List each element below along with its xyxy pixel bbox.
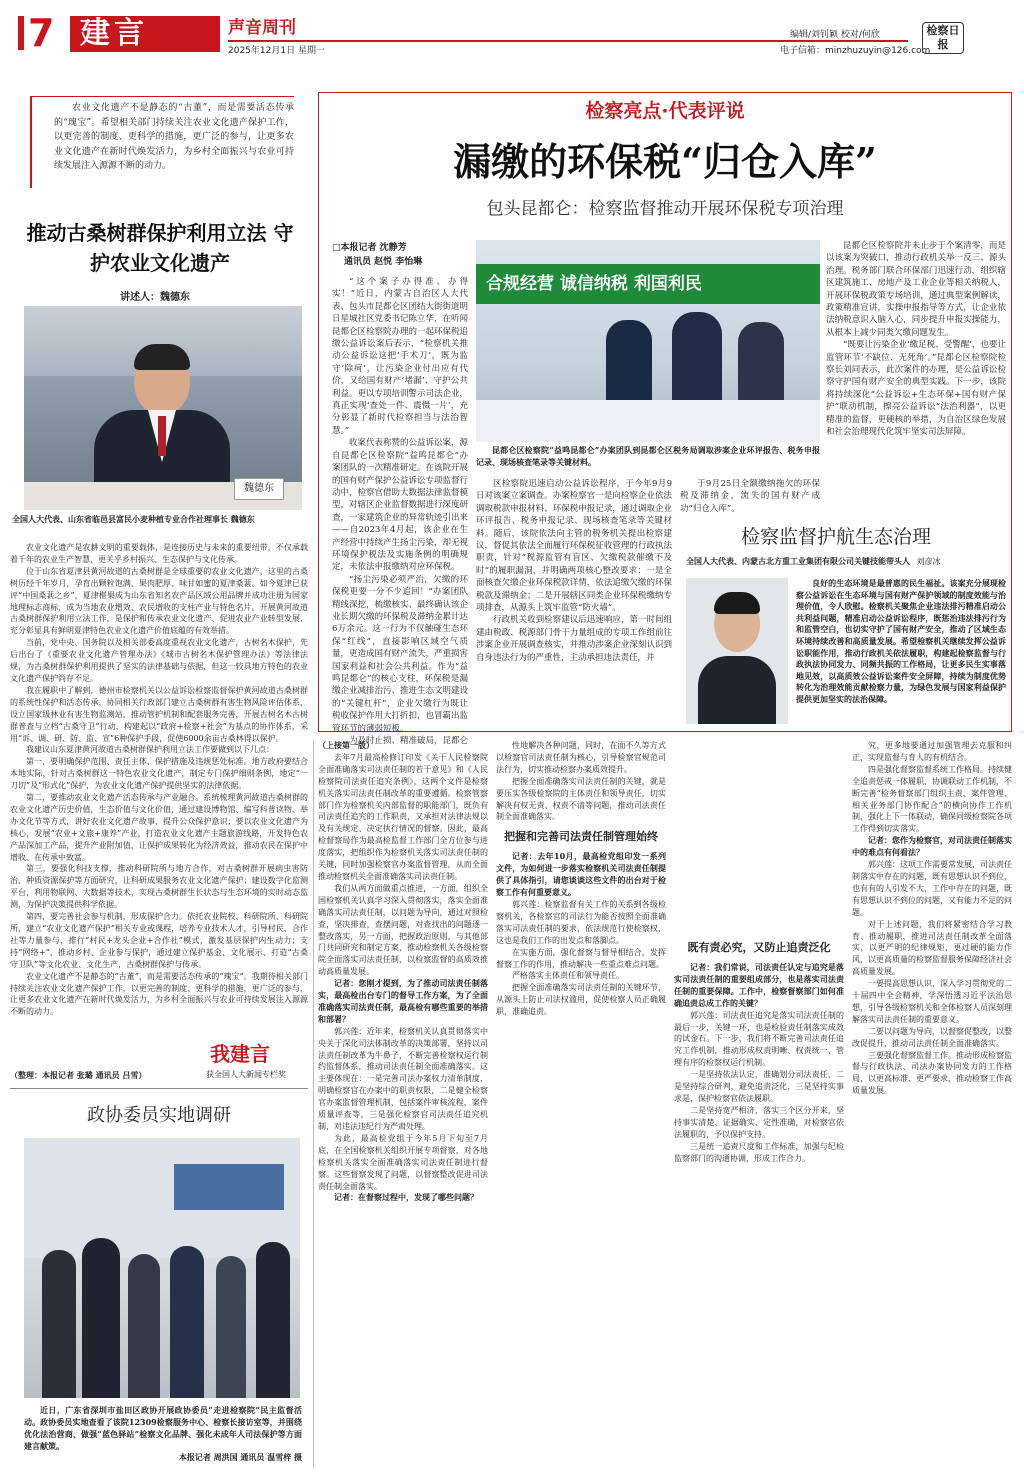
issue-date: 2025年12月1日 星期一	[228, 46, 325, 56]
interview-paragraph: 郭兴莲：司法责任追究是落实司法责任制的最后一步，关键一环，也是检验责任制落实成效的试金石。下一步，我们将不断完善司法责任追究工作机制，推动形成权责明晰、权责统一、管理有序的检察权运行机制。	[674, 1010, 844, 1068]
interview-col1	[318, 740, 488, 1468]
interview-paragraph: 一是坚持依法认定，准确划分司法责任，二是坚持综合研判，避免追责泛化，三是坚持实事求是，保护检察官依法履职。	[674, 1070, 844, 1103]
feature-byline-2: 通讯员 赵悦 李怡琳	[344, 257, 423, 267]
left-body-paragraph: 农业文化遗产不是静态的“古董”，而是需要活态传承的“瑰宝”。我期待相关部门持续关注农业文化遗产保护工作，以更完善的制度、更科学的措施，更广泛的参与，让更多农业文化遗产在新时代焕发活力，为乡村全面振兴与农业可持续发展注入源源不断的动力。	[10, 971, 308, 1017]
photo-person-hair	[134, 344, 190, 370]
feature-paragraph: “扬尘污染必须严治，欠缴的环保税更要一分不少追回！”办案团队精线深挖，梳缴核实、最终确认该企业长期欠缴的环保税及滞纳金累计达6万余元。这一行为不仅触碰生态环保“红线”，直接影响区域空气质量，更造成国有财产流失，严重损害国家利益和社会公共利益。作为“益鸣昆都仑”的核心支柱，环保税是漏缴企业减排治污、推进生态文明建设的“关键杠杆”，企业欠缴行为既让税收保护作用大打折扣，也冒霸出监管环节的薄弱短板。	[332, 574, 469, 734]
interview-paragraph: 为此，最高检党组于今年5月下旬至7月底，在全国检察机关组织开展专项督察，对各地检察机关落实全面准确落实司法责任制进行督察。这些督察发现了问题，以督察整改促进司法责任制全面落实。	[318, 1133, 488, 1191]
interview-col4	[852, 740, 1012, 1468]
masthead-page-marker	[18, 16, 24, 50]
interview-question: 记者：我们常说，司法责任认定与追究是落实司法责任制的重要组成部分，也是落实司法责任制的重要保障。工作中，检察督察部门如何准确追责总成工作的关键？	[674, 962, 844, 1008]
feature-byline-1: □本报记者 沈静芳	[332, 243, 407, 253]
feature-col4	[826, 240, 1006, 502]
eco-speaker-name: 刘彦冰	[916, 557, 941, 566]
left-body-paragraph: 第一，要明确保护范围、责任主体、保护措施及违规惩处标准。地方政府要结合本地实际，针对古桑树群这一特色农业文化遗产，制定专门保护细则条例，地定“一刀切”及“形式化”保护，为农业文化遗产保护提供坚实的法律依据。	[10, 757, 308, 791]
feature-photo-sign: 合规经营 诚信纳税 利国利民	[486, 274, 702, 294]
left-body	[10, 542, 308, 1066]
left-body-paragraph: 农业文化遗产是农耕文明的重要载体，是连接历史与未来的重要纽带，不仅承载着千年的农业生产智慧，更关乎乡村振兴、生态保护与文化传承。	[10, 543, 308, 564]
interview-question: 记者：在督察过程中，发现了哪些问题？	[334, 1192, 478, 1203]
feature-paragraph: 收案代表称赞的公益诉讼案，源自昆都仑区检察院“益鸣昆都仑”办案团队的一次精准研定。在该院开展的国有财产保护公益诉讼专项监督行动中，检察官借助大数据法律监督模型，对辖区企业监督数据进行深度研查，一家建筑企业的异常轨迹引出来——自2023年4月起，该企业在生产经营中持续产生扬尘污染，却无视环境保护税法及实施条例的明确规定，未依法申报缴纳对应环保税。	[332, 438, 469, 573]
left-body-paragraph: 第二，要推动农业文化遗产活态传承与产业融合。系统梳理黄河故道古桑树群的农业文化遗产历史价值，生态价值与文化价值，通过建设博物馆、编写科普读物、举办文化节等方式，讲好农业文化遗产故事，提升公众保护意识；要以农业文化遗产为核心，发展“农业+文旅+康养”产业，打造农业文化遗产主题旅游线路，开发特色农产品深加工产品，提升产业附加值，让保护成果转化为经济效益，推动农民在保护中增收、在传承中致富。	[10, 793, 308, 862]
interview-paragraph: 四是强化督察监督系统工作格局。持续健全追责惩戒一体履职，协调联动工作机制，不断完善“检务督察部门组织主责、案件管理、相关业务部门协作配合”的横向协作工作机制，强化上下一体联动，确保同级检察院各项工作得到切实落实。	[852, 764, 1012, 834]
interview-paragraph: 究，更多地要通过加强管理去克服和纠正，实现监督与育人的有机结合。	[852, 741, 1012, 762]
feature-col3	[680, 478, 820, 518]
feature-headline: 漏缴的环保税“归仓入库”	[453, 139, 877, 184]
feature-paragraph: 为及时止损、精准破局，昆都仑	[349, 736, 469, 747]
interview-paragraph: 把握全面准确落实司法责任制的关键，就是要压实各级检察院的主体责任和领导责任，切实解决有权无责、权责不清等问题，推动司法责任制全面准确落实。	[496, 776, 666, 822]
left-body-paragraph: 当前，党中央、国务院以及相关部委高度重视农业文化遗产，古树名木保护，先后出台了《重要农业文化遗产管理办法》《城市古树名木保护管理办法》等法律法规，为古桑树群保护利用提供了坚实的法律基础与依据，但这一较具地方特色的农业文化遗产保护尚存不足。	[10, 638, 308, 683]
eco-speaker-photo	[686, 578, 788, 724]
jianyan-logo	[206, 1042, 306, 1084]
left-body-paragraph: 第四，要完善社会参与机制，形成保护合力。依托农业院校、科研院所、科研院所，建立“农业文化遗产保护”相关专业或课程，培养专业技术人才，引导村民、合作社等力量参与，推行“村民+龙头企业+合作社”模式，激发基层保护内生动力；支持“网络+”，推动乡村、企业参与保护，通过建立保护基金、文化展示、打造“古桑守卫队”等文化农业、文化生产，古桑树群保护与传承。	[10, 912, 308, 969]
zhengxie-title: 政协委员实地调研	[87, 1105, 231, 1126]
zhengxie-person-6	[256, 1242, 290, 1398]
left-title-text: 推动古桑树群保护利用立法 守护农业文化遗产	[26, 221, 294, 275]
feature-col2	[476, 478, 672, 728]
interview-subhead-2: 既有责必究，又防止追责泛化	[687, 941, 831, 954]
left-body-paragraph: 位于山东省夏津县黄河故道的古桑树群是全球重要的农业文化遗产，这里的古桑树历经千年岁月，孕育出颗粒饱满、果肉肥厚、味甘如蜜的夏津桑葚。如今夏津已获评“中国桑葚之乡”，夏津椹果成为山东省知名农产品区域公用品牌并成功注册为国家地理标志商标，成为当地农业增效、农民增收的支柱产业与特色名片。开展黄河故道古桑树群保护利用立法工作，是保护和传承农业文化遗产、促进农业产业转型发展、充分彰显具有鲜明夏津特色农业文化遗产价值底蕴的有效举措。	[10, 566, 308, 636]
feature-tag: 检察亮点·代表评说	[585, 100, 745, 122]
interview-col2	[496, 740, 666, 1468]
weekly-title: 声音周刊	[228, 18, 296, 38]
interview-paragraph: 严格落实主体责任和领导责任。	[512, 971, 624, 981]
zhengxie-photo-sign	[174, 1164, 284, 1210]
section-title: 建言	[80, 16, 148, 51]
interview-paragraph: 对于上述问题，我们将紧密结合学习教育、推动履职，推进司法责任制改革全面落实，以更严明的纪律规矩、更过硬的能力作风，以更高质量的检察监督服务保障经济社会高质量发展。	[852, 919, 1012, 977]
zhengxie-caption: 近日，广东省深圳市盐田区政协开展政协委员“走进检察院”民主监督活动。政协委员实地查看了该院12309检察服务中心、检察长接访室等，并围绕优化法治营商、做强“蓝色驿站”检察文化品牌、强化未成年人司法保护等方面建言献策。	[24, 1405, 302, 1451]
interview-paragraph: 去年7月最高检修订印发《关于人民检察院全面准确落实司法责任制的若干意见》和《人民检察院司法责任追究条例》，这两个文件是检察机关落实司法责任制改革的重要遵循。检察管察部门作为检察机关内部监督的职能部门，既负有司法责任追究的工作职责，又承担对法律法规以及有关规定、决定执行情况的督察。因此，最高检督察局作为最高检监督工作部门全方位参与进度落实，把组织作为检察机关落实司法责任制的关键，同时加强检察官办案监督管理，从而全面推动检察机关全面准确落实司法责任制。	[318, 752, 488, 881]
jianyan-logo-text: 我建言	[210, 1042, 270, 1066]
interview-paragraph: 三是统一追责尺度和工作标准，加强与纪检监察部门的沟通协调，形成工作合力。	[674, 1141, 844, 1163]
feature-paragraph: “这个案子办得准、办得实！”近日，内蒙古自治区人大代表、包头市昆都仑区团结大街街道明日星城社区党委书记陈立华，在听闻昆都仑区检察院办理的一起环保税追缴公益诉讼案后表示，“检察机关推动公益诉讼这把‘手术刀’，既为监守‘除疴’，让污染企业付出应有代价，又给国有财产‘堵漏’、守护公共利益。更以专项培训警示司法企业，真正实现‘查处一件、震慑一片’，充分彰显了新时代检察担当与法治智慧。”	[332, 277, 469, 436]
column-divider	[313, 740, 314, 1468]
left-credit: （整理：本报记者 张璐 通讯员 吕雪）	[10, 1071, 147, 1080]
interview-question: 记者：您作为检察官，对司法责任制落实中的难点有何看法？	[852, 835, 1012, 858]
eco-photo-hair	[714, 592, 760, 614]
zhengxie-person-4	[170, 1246, 204, 1398]
newspaper-logo: 检察日报	[922, 22, 964, 54]
left-intro-box	[30, 96, 294, 188]
left-body-paragraph: 我在履职中了解到，德州市检察机关以公益诉讼检察监督保护黄河故道古桑树群的系统性保护和活态传承，协同相关行政部门建立古桑树群有害生物风险评估体系，设立国家级林业有害生物监测站，推动管护机制和配套服务完善，开展古树名木古树群普查与立档“古桑守卫”行动，构建起以“政府+检察+社会”为基点的协作体系，采用“诉、调、研、防、监、宣”6种保护手段，促使6000余亩古桑林得以保护。	[10, 685, 308, 743]
interview-paragraph: 一要提高思想认识，深入学习贯彻党的二十届四中全会精神，学深悟透习近平法治思想，引导各级检察机关和全体检察人员深刻理解落实司法责任制的重要意义。	[852, 979, 1012, 1024]
photo-tie	[158, 416, 166, 456]
interview-paragraph: 性地解决各种问题，同时，在面不久等方式以检察官司法责任制为核心，引导检察官规范司法行为，切实推动检察办案质效提升。	[496, 741, 666, 774]
eco-title: 检察监督护航生态治理	[740, 526, 931, 548]
eco-speaker	[686, 556, 1006, 568]
left-divider	[10, 1088, 308, 1089]
interview-subhead-1: 把握和完善司法责任制管理始终	[504, 830, 658, 844]
interview-question: 记者：去年10月，最高检党组印发一系列文件，为如何进一步落实检察机关司法责任制提供了具体指引，请您谈谈这些文件的出台对于检察工作有何重要意义。	[496, 851, 666, 898]
speaker-photo	[24, 306, 302, 510]
jianyan-logo-sub: 获全国人大新闻专栏奖	[206, 1070, 286, 1079]
eco-photo-body	[698, 656, 776, 724]
feature-tag-banner	[540, 96, 790, 126]
interview-question: 记者：您刚才提到，为了推动司法责任制落实，最高检出台专门的督导工作方案，为了全面准确落实司法责任制，最高检有哪些重要的举措和部署？	[318, 978, 488, 1024]
interview-paragraph: 三要强化督察监督工作。推动形成检察监督与行政执法、司法办案协同发力的工作格局，以更高标准、更严要求，推动检察工作高质量发展。	[852, 1050, 1012, 1096]
interview-lead: （上接第一版）	[318, 740, 374, 750]
interview-paragraph: 二是坚持宽严相济，落实三个区分开来，坚持事实清楚、证据确实、定性准确，对检察官依法履职的，予以保护支持。	[674, 1105, 844, 1139]
interview-paragraph: 把握全面准确落实司法责任制的关键环节，从源头上防止司法权滥用，促使检察人员正确履职，准确追责。	[496, 983, 666, 1017]
left-body-paragraph: 第三，要强化科技支撑，推动科研院所与地方合作，对古桑树群开展病虫害防治、种质资源保护等方面研究，让科研成果服务农业文化遗产保护；建设数字化监测平台，利用物联网、大数据等技术，实现古桑树群生长状态与生态环境的实时动态监测，为保护决策提供科学依据。	[10, 864, 308, 910]
interview-paragraph: 二要以问题为导向，以督察促整改，以整改促提升，推动司法责任制全面准确落实。	[852, 1026, 1012, 1048]
left-intro-text: 农业文化遗产不是静态的“古董”，而是需要活态传承的“瑰宝”。希望相关部门持续关注农业文化遗产保护工作，以更完善的制度、更科学的措施，更广泛的参与，让更多农业文化遗产在新时代焕发活力，为乡村全面振兴与农业可持续发展注入源源不断的动力。	[54, 103, 294, 171]
interview-paragraph: 郭兴莲：这项工作需要常发展，司法责任制落实中存在的问题，既有思想认识不到位，也有有的人引发不大，工作中存在的问题，既有思想认识不到位的问题，又有能力不足的问题。	[852, 860, 1012, 917]
zhengxie-credit: 本报记者 周洪国 通讯员 温雪梓 摄	[178, 1453, 302, 1462]
feature-paragraph: 于9月25日全额缴纳拖欠的环保税及滞纳金，流失的国有财产成功“归仓入库”。	[680, 479, 820, 514]
feature-photo-caption: 昆都仑区检察院“益鸣昆都仑”办案团队到昆都仑区税务局调取涉案企业环评报告、税务申报记录、现场核查笔录等关键材料。	[476, 445, 820, 467]
photo-name-tag: 魏德东	[234, 478, 284, 500]
page-number: 7	[28, 11, 55, 55]
feature-paragraph: 行政机关收到检察建议后迅速响应，第一时间组建由税政、税源部门骨干力量组成的专项工作组前往涉案企业开展调查核实，并推动涉案企业深刻认识到自身违法行为的严重性，主动承担违法责任，并	[476, 615, 672, 663]
eco-speaker-label: 全国人大代表、内蒙古北方重工业集团有限公司关键技能带头人	[686, 557, 910, 566]
speaker-photo-caption: 全国人大代表、山东省临邑县富民小麦种植专业合作社理事长 魏德东	[12, 515, 255, 524]
zhengxie-person-2	[82, 1238, 120, 1398]
interview-paragraph: 郭兴莲：检察监督有关工作的关系到各级检察机关，各检察官的司法行为能否按照全面准确落实司法责任制的要求，依法规范行使检察权，这也是我们工作的出发点和落脚点。	[496, 899, 666, 945]
zhengxie-person-5	[216, 1256, 246, 1398]
eco-body: 良好的生态环境是最普惠的民生福祉。该案充分展现检察公益诉讼在生态环境与国有财产保护领域的制度效能与治理价值，令人欣慰。检察机关聚焦企业违法排污精准启动公共利益问题，精准启动公益诉讼程序，既惩治违法排污行为和监管空白，也切实守护了国有财产安全，推动了区域生态环境持续改善和高质量发展。希望检察机关继续发挥公益诉讼职能作用，推动行政机关依法履职，构建起检察监督与行政执法协同发力、同频共振的工作格局，让更多民生实事落地见效，以高质效公益诉讼案件安全屏障，持续为制度优势转化为治理效能贡献检察力量，为绿色发展与国家利益保护提供更加坚实的法治保障。	[796, 578, 1006, 704]
zhengxie-photo	[24, 1138, 300, 1398]
left-body-paragraph: 我建议山东夏津黄河故道古桑树群保护利用立法工作要做到以下几点：	[26, 745, 274, 755]
interview-paragraph: 我们从两方面做重点推进，一方面，组织全国检察机关认真学习深入贯彻落实，落实全面准确落实司法责任制，以问题为导向，通过对照检查，坚决排查，查摆问题，对查找出的问题逐一整改落实，另一方面，把握政治原则，与其他部门共同研究和制定方案，推动检察机关各级检察院全面落实司法责任制，以检察监督的高质效推动高质量发展。	[318, 883, 488, 977]
left-title	[10, 218, 310, 278]
feature-photo-desk	[476, 400, 820, 442]
interview-paragraph: 在实施方面，强化督察与督导相结合，发挥督察工作的作用，推动解决一些重点难点问题。	[496, 947, 666, 969]
contact-email: 电子信箱：minzhuzuyin@126.com	[780, 46, 931, 56]
feature-photo	[476, 240, 820, 442]
feature-paragraph: 区检察院迅速启动公益诉讼程序，于今年9月9日对该案立案调查。办案检察官一是向检察企业依法调取税款申报材料、环保税申报记录，通过调取企业环评报告、税务申报记录、现场核查笔录等关键材料。随后，该院依法向主管的税务机关提出检察建议，督促其依法全面履行环保税征收管理的行政执法职责，针对“税源监管有盲区、欠缴税款催缴不及时”的履职漏洞，并明确两项核心整改要求：一是全面核查欠缴企业环保税款详情，依法追缴欠缴的环保税款及滞纳金；二是开展辖区同类企业环保税缴纳专项排查，从源头上筑牢监管“防火墙”。	[476, 479, 672, 614]
zhengxie-person-3	[128, 1254, 160, 1398]
editors: 编辑/刘钊颖 校对/何欣	[790, 30, 880, 40]
interview-paragraph: 郭兴莲：近年来，检察机关认真贯彻落实中央关于深化司法体制改革的决策部署，坚持以司法责任制改革为牛鼻子，不断完善检察权运行制约监督体系，推动司法责任制全面准确落实。这主要体现在：一是完善司法办案权力清单制度，明确检察官在办案中的职责权限，二是健全检察官办案监督管理机制，包括案件审核流程，案件质量评查等，三是强化检察官司法责任追究机制，对违法违纪行为严肃处理。	[318, 1026, 488, 1131]
feature-paragraph: 昆都仑区检察院并未止步于个案清零，而是以该案为突破口，推动行政机关举一反三、源头治理。税务部门联合环保部门迅速行动，组织辖区建筑施工、房地产及工业企业等相关纳税人，开展环保税政策专场培训，通过典型案例解读，政策精准宣讲，实操申报指导等方式，让企业依法纳税意识入脑入心，同步提升申报实操能力，从根本上减少同类欠缴问题发生。	[826, 241, 1006, 338]
left-speaker: 讲述人：魏德东	[120, 292, 190, 303]
zhengxie-person-1	[42, 1250, 76, 1398]
feature-subhead: 包头昆都仑：检察监督推动开展环保税专项治理	[486, 199, 844, 219]
feature-paragraph: “既要让污染企业‘缴足税、受警醒’，也要让监管环节‘不缺位、无死角’。”昆都仑区检察院检察长刘同表示，此次案件的办理，是公益诉讼检察守护国有财产安全的典型实践。下一步，该院将持续深化“公益诉讼+生态环保+国有财产保护”联动机制，擦亮公益诉讼“法治利器”，以更精准的监督，更硬核的举措，为自治区绿色发展和社会治理现代化筑牢坚实司法屏障。	[826, 340, 1006, 438]
masthead	[0, 0, 1024, 64]
interview-col3	[674, 740, 844, 1468]
